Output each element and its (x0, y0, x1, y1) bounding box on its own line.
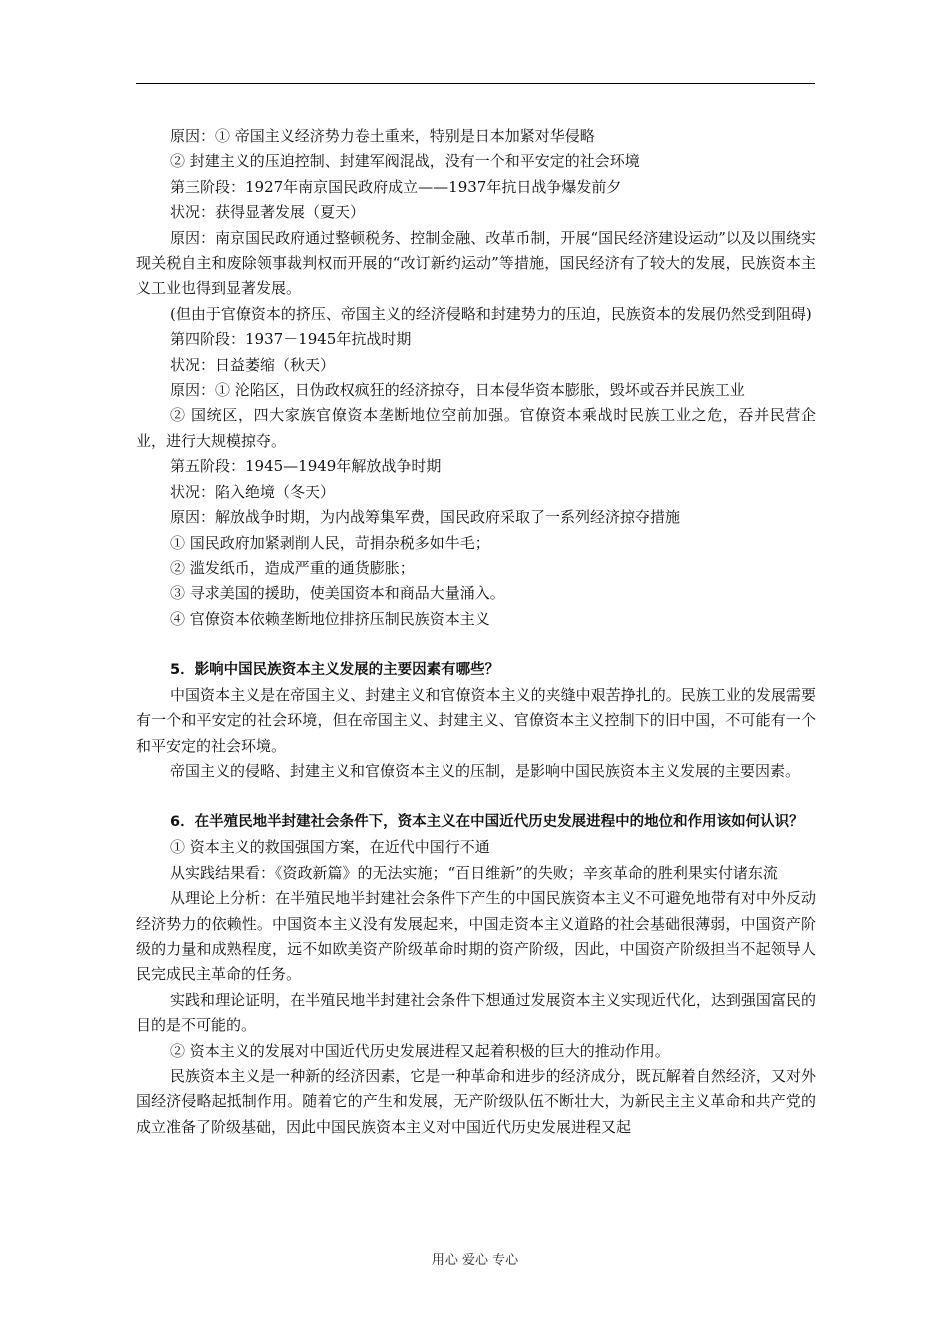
paragraph: 第四阶段：1937－1945年抗战时期 (170, 330, 412, 349)
paragraph: 实践和理论证明，在半殖民地半封建社会条件下想通过发展资本主义实现近代化，达到强国富民的目的是不可能的。 (136, 990, 816, 1035)
paragraph: ② 国统区，四大家族官僚资本垄断地位空前加强。官僚资本乘战时民族工业之危，吞并民营企业，进行大规模掠夺。 (136, 406, 816, 450)
paragraph: 状况：陷入绝境（冬天） (170, 482, 336, 501)
paragraph: 中国资本主义是在帝国主义、封建主义和官僚资本主义的夹缝中艰苦挣扎的。民族工业的发展需要有一个和平安定的社会环境，但在帝国主义、封建主义、官僚资本主义控制下的旧中国，不可能有一个和平安定的社会环境。 (136, 685, 816, 755)
paragraph: 从理论上分析：在半殖民地半封建社会条件下产生的中国民族资本主义不可避免地带有对中外反动经济势力的依赖性。中国资本主义没有发展起来，中国走资本主义道路的社会基础很薄弱，中国资产阶级的力量和成熟程度，远不如欧美资产阶级革命时期的资产阶级，因此，中国资产阶级担当不起领导人民完成民主革命的任务。 (136, 889, 816, 984)
paragraph: 状况：日益萎缩（秋天） (170, 355, 336, 374)
paragraph: (但由于官僚资本的挤压、帝国主义的经济侵略和封建势力的压迫，民族资本的发展仍然受到阻碍) (170, 304, 812, 323)
spacer (136, 632, 816, 657)
paragraph: ② 封建主义的压迫控制、封建军阀混战，没有一个和平安定的社会环境 (170, 152, 640, 171)
paragraph: 原因：解放战争时期，为内战筹集军费，国民政府采取了一系列经济掠夺措施 (170, 508, 681, 527)
paragraph: ② 资本主义的发展对中国近代历史发展进程又起着积极的巨大的推动作用。 (170, 1041, 670, 1060)
list-item: ④ 官僚资本依赖垄断地位排挤压制民族资本主义 (170, 609, 490, 628)
paragraph: 原因：南京国民政府通过整顿税务、控制金融、改革币制，开展“国民经济建设运动”以及以围绕实现关税自主和废除领事裁判权而开展的“改订新约运动”等措施，国民经济有了较大的发展，民族资本主义工业也得到显著发展。 (136, 228, 816, 298)
list-item: ① 国民政府加紧剥削人民，苛捐杂税多如牛毛； (170, 533, 490, 552)
list-item: ② 滥发纸币，造成严重的通货膨胀； (170, 558, 415, 577)
document-body (136, 124, 816, 1140)
list-item: ③ 寻求美国的援助，使美国资本和商品大量涌入。 (170, 584, 505, 603)
spacer (136, 785, 816, 810)
paragraph: 民族资本主义是一种新的经济因素，它是一种革命和进步的经济成分，既瓦解着自然经济，又对外国经济侵略起抵制作用。随着它的产生和发展，无产阶级队伍不断壮大，为新民主主义革命和共产党的成立准备了阶级基础，因此中国民族资本主义对中国近代历史发展进程又起 (136, 1067, 816, 1136)
paragraph: 第五阶段：1945—1949年解放战争时期 (170, 457, 442, 476)
paragraph: 帝国主义的侵略、封建主义和官僚资本主义的压制，是影响中国民族资本主义发展的主要因素。 (170, 762, 801, 781)
paragraph: 从实践结果看：《资政新篇》的无法实施；“百日维新”的失败；辛亥革命的胜利果实付诸东流 (170, 863, 778, 882)
paragraph: 原因：① 帝国主义经济势力卷土重来，特别是日本加紧对华侵略 (170, 127, 595, 145)
header-rule (136, 83, 815, 84)
paragraph: 原因：① 沦陷区，日伪政权疯狂的经济掠夺，日本侵华资本膨胀，毁坏或吞并民族工业 (170, 381, 745, 400)
section-6-heading: 6．在半殖民地半封建社会条件下，资本主义在中国近代历史发展进程中的地位和作用该如何认识？ (170, 813, 804, 830)
section-5-heading: 5．影响中国民族资本主义发展的主要因素有哪些？ (170, 661, 500, 678)
paragraph: ① 资本主义的救国强国方案，在近代中国行不通 (170, 838, 490, 857)
paragraph: 第三阶段：1927年南京国民政府成立——1937年抗日战争爆发前夕 (170, 177, 622, 196)
page-footer: 用心 爱心 专心 (431, 1253, 519, 1268)
paragraph: 状况：获得显著发展（夏天） (170, 203, 366, 222)
